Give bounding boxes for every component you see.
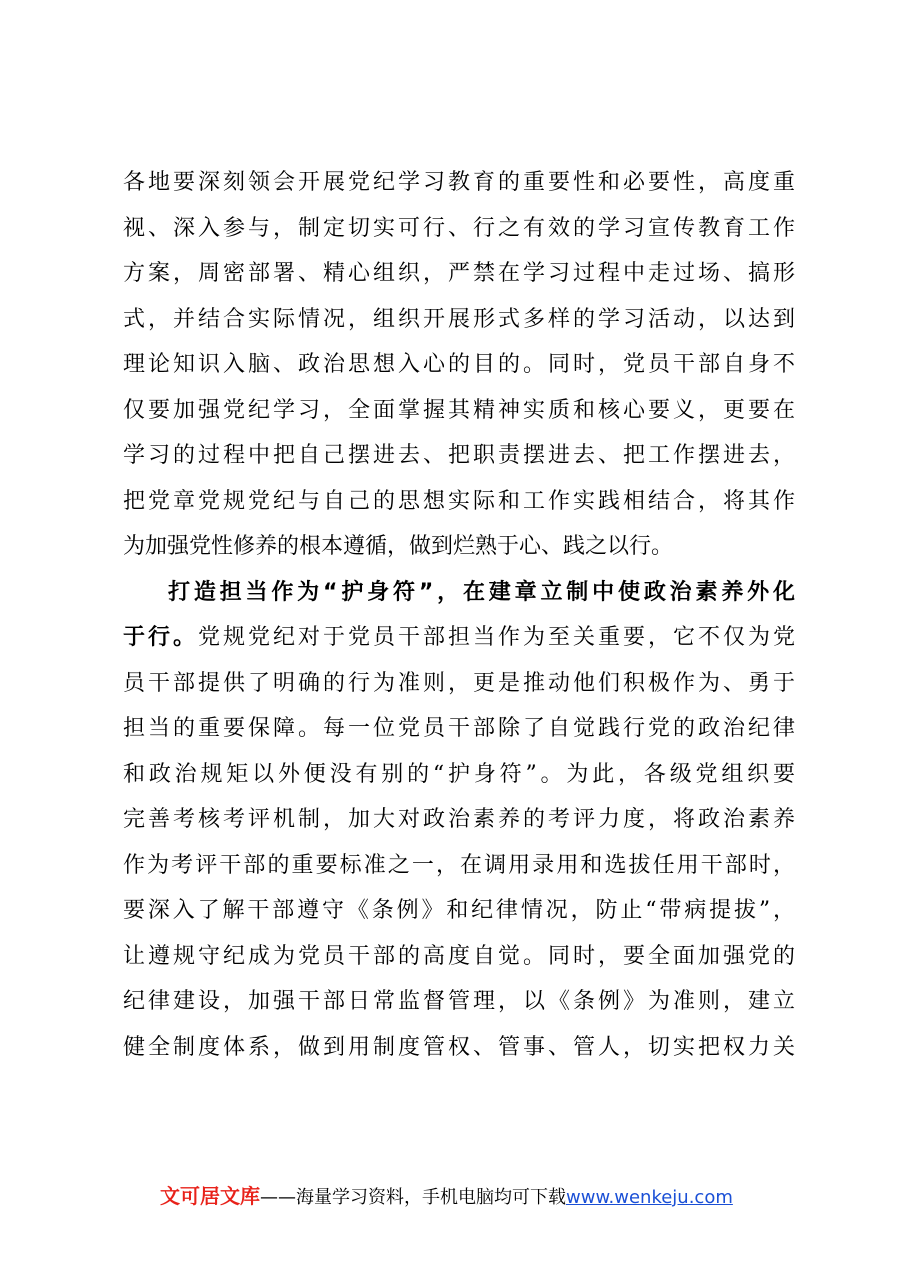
text-line: 各地要深刻领会开展党纪学习教育的重要性和必要性，高度重 <box>123 170 795 195</box>
footer-link[interactable]: www.wenkeju.com <box>566 1187 733 1208</box>
document-body <box>123 160 795 1070</box>
paragraph-1 <box>123 160 795 570</box>
text-line: 视、深入参与，制定切实可行、行之有效的学习宣传教育工作 <box>123 215 795 241</box>
text-line: 纪律建设，加强干部日常监督管理，以《条例》为准则，建立 <box>123 989 795 1014</box>
text-line: 健全制度体系，做到用制度管权、管事、管人，切实把权力关 <box>123 1034 795 1060</box>
text-line: 和政治规矩以外便没有别的“护身符”。为此，各级党组织要 <box>123 761 795 787</box>
text-line: 学习的过程中把自己摆进去、把职责摆进去、把工作摆进去， <box>123 443 795 468</box>
footer-slogan: ——海量学习资料，手机电脑均可下载 <box>260 1187 566 1208</box>
text-line: 员干部提供了明确的行为准则，更是推动他们积极作为、勇于 <box>123 670 795 696</box>
text-line: 让遵规守纪成为党员干部的高度自觉。同时，要全面加强党的 <box>123 943 795 969</box>
text-line <box>123 615 795 661</box>
text-line-rest: 党规党纪对于党员干部担当作为至关重要，它不仅为党 <box>198 625 795 650</box>
text-line: 为加强党性修养的根本遵循，做到烂熟于心、践之以行。 <box>123 534 674 559</box>
text-line: 理论知识入脑、政治思想入心的目的。同时，党员干部自身不 <box>123 352 795 377</box>
text-line: 作为考评干部的重要标准之一，在调用录用和选拔任用干部时， <box>123 852 795 878</box>
text-line: 方案，周密部署、精心组织，严禁在学习过程中走过场、搞形 <box>123 261 795 286</box>
section-heading: 打造担当作为“护身符”，在建章立制中使政治素养外化 <box>168 579 795 605</box>
text-line: 担当的重要保障。每一位党员干部除了自觉践行党的政治纪律 <box>123 716 795 741</box>
text-line: 要深入了解干部遵守《条例》和纪律情况，防止“带病提拔”， <box>123 898 795 923</box>
text-line: 式，并结合实际情况，组织开展形式多样的学习活动，以达到 <box>123 306 795 332</box>
text-line: 把党章党规党纪与自己的思想实际和工作实践相结合，将其作 <box>123 488 795 514</box>
section-heading-end: 于行。 <box>123 625 198 650</box>
footer-brand: 文可居文库 <box>160 1184 260 1208</box>
text-line: 仅要加强党纪学习，全面掌握其精神实质和核心要义，更要在 <box>123 397 795 423</box>
text-line: 完善考核考评机制，加大对政治素养的考评力度，将政治素养 <box>123 807 795 832</box>
paragraph-2 <box>123 570 795 1071</box>
page-footer <box>160 1182 800 1212</box>
